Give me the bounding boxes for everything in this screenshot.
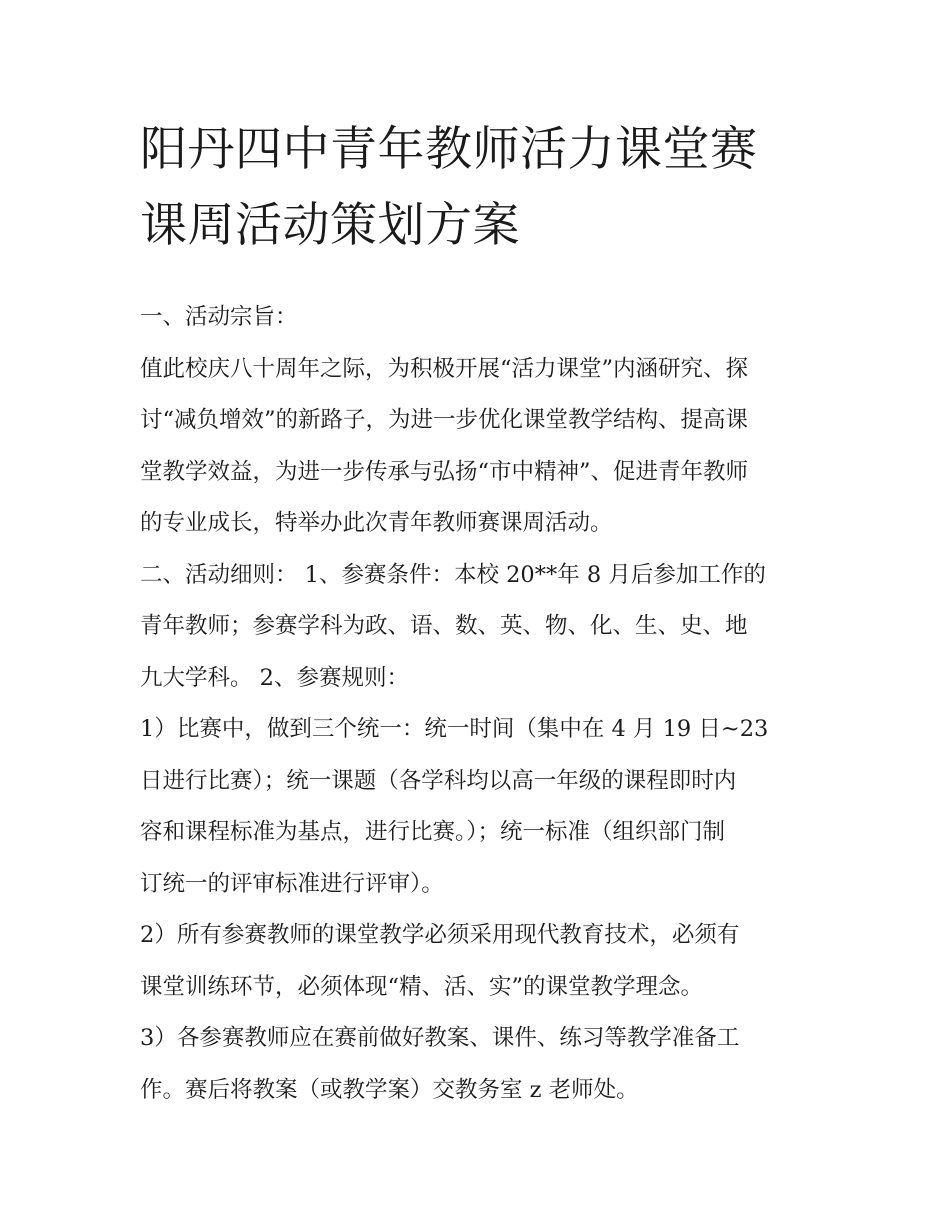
body-line: 青年教师；参赛学科为政、语、数、英、物、化、生、史、地 bbox=[140, 613, 748, 639]
document-page bbox=[140, 112, 820, 1116]
body-line: 课堂训练环节，必须体现“精、活、实”的课堂教学理念。 bbox=[140, 973, 704, 1000]
document-title bbox=[140, 112, 820, 264]
body-line: 作。赛后将教案（或教学案）交教务室 z 老师处。 bbox=[140, 1076, 639, 1103]
title-line-2: 课周活动策划方案 bbox=[140, 198, 520, 253]
body-line: 讨“减负增效”的新路子，为进一步优化课堂教学结构、提高课 bbox=[140, 407, 749, 433]
body-line: 日进行比赛）；统一课题（各学科均以高一年级的课程即时内 bbox=[140, 767, 737, 794]
body-line: 的专业成长，特举办此次青年教师赛课周活动。 bbox=[140, 510, 613, 536]
rule-item-3: 3）各参赛教师应在赛前做好教案、课件、练习等教学准备工 bbox=[140, 1025, 740, 1051]
body-line: 值此校庆八十周年之际，为积极开展“活力课堂”内涵研究、探 bbox=[140, 355, 749, 382]
body-line: 九大学科。 2、参赛规则： bbox=[140, 664, 409, 691]
rule-item-2: 2）所有参赛教师的课堂教学必须采用现代教育技术，必须有 bbox=[140, 922, 740, 948]
section-heading-purpose: 一、活动宗旨： bbox=[140, 304, 298, 330]
title-line-1: 阳丹四中青年教师活力课堂赛 bbox=[140, 122, 758, 177]
body-line: 容和课程标准为基点，进行比赛。）；统一标准（组织部门制 bbox=[140, 819, 726, 845]
rule-item-1: 1）比赛中，做到三个统一：统一时间（集中在 4 月 19 日~23 bbox=[140, 716, 769, 742]
body-line: 订统一的评审标准进行评审）。 bbox=[140, 870, 444, 897]
section-heading-rules: 二、活动细则： 1、参赛条件：本校 20**年 8 月后参加工作的 bbox=[140, 561, 766, 588]
body-line: 堂教学效益，为进一步传承与弘扬“市中精神”、促进青年教师 bbox=[140, 458, 749, 485]
document-body bbox=[140, 292, 820, 1116]
